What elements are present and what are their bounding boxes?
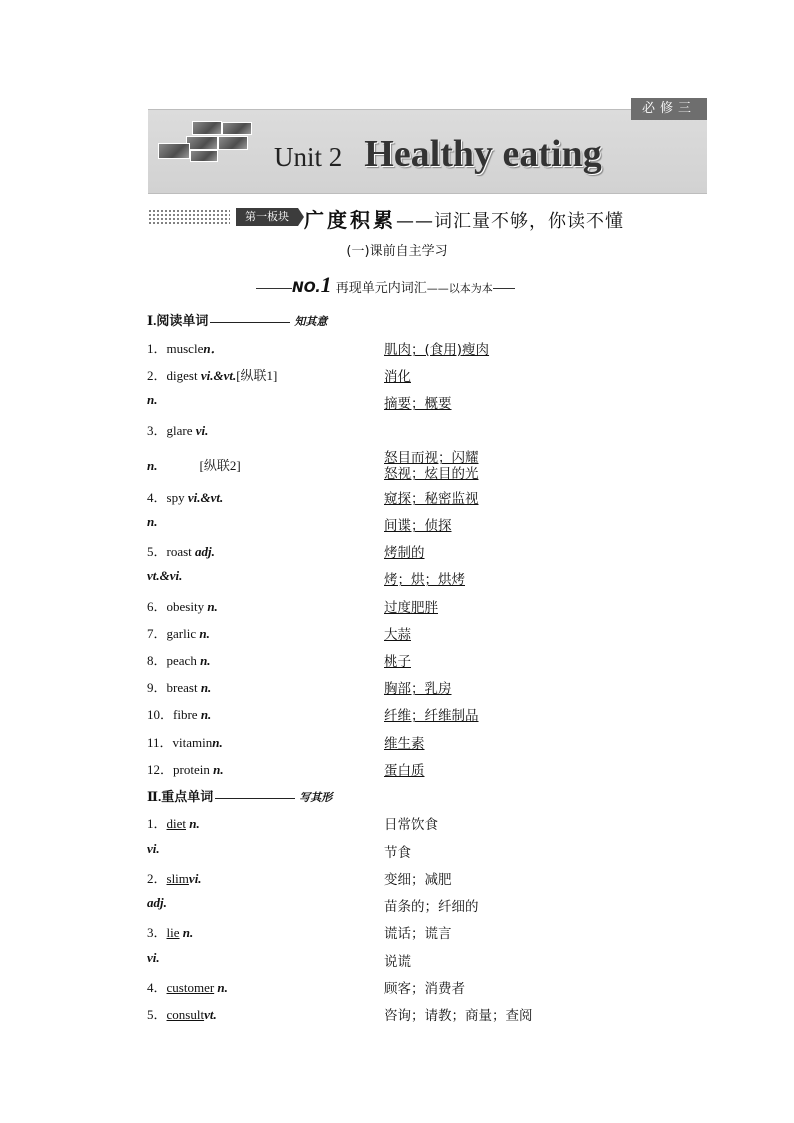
item-word: breast: [166, 680, 198, 695]
list-item: [147, 568, 567, 588]
heading-rule: [215, 798, 295, 799]
item-number: 6．: [147, 599, 167, 614]
item-pos: n.: [147, 392, 158, 407]
list-item: [147, 922, 567, 942]
section-subtitle: ——词汇量不够，你读不懂: [396, 211, 624, 232]
section-title: [304, 204, 624, 233]
item-number: 3．: [147, 423, 167, 438]
item-pos: n.: [147, 458, 158, 473]
item-word: digest: [166, 368, 198, 383]
part2-heading: [147, 786, 567, 806]
item-meaning: 说谎: [384, 954, 411, 970]
item-pos: vi.&vt.: [187, 490, 224, 505]
item-meaning: 胸部；乳房: [384, 681, 452, 697]
item-meaning: 日常饮食: [384, 817, 438, 833]
item-number: 5．: [147, 544, 167, 559]
item-pos: n．: [203, 341, 224, 356]
item-pos: n.: [200, 653, 211, 668]
item-pos: vi.&vt.: [200, 368, 237, 383]
item-pos: n.: [147, 514, 158, 529]
list-item: [147, 420, 567, 440]
list-item: [147, 596, 567, 616]
item-meaning: 纤维；纤维制品: [384, 708, 479, 724]
banner-photo: [218, 136, 248, 150]
list-item: [147, 487, 567, 507]
item-meaning: 间谍；侦探: [384, 518, 452, 534]
list-item: [147, 623, 567, 643]
item-word: slim: [166, 871, 189, 886]
item-meaning: 顾客；消费者: [384, 981, 465, 997]
item-pos: n.: [200, 680, 212, 695]
item-word: muscle: [166, 341, 204, 356]
list-item: [147, 950, 567, 970]
item-number: 1．: [147, 816, 167, 831]
no-label: NO.: [292, 280, 321, 296]
item-pos: n.: [207, 599, 218, 614]
item-meaning-2: 怒视；炫目的光: [384, 466, 479, 482]
item-number: 12．: [147, 762, 174, 777]
item-number: 8．: [147, 653, 167, 668]
item-meaning: 蛋白质: [384, 763, 425, 779]
list-item: [147, 650, 567, 670]
part1-heading: [147, 310, 567, 330]
item-word: obesity: [166, 599, 205, 614]
list-item: [147, 541, 567, 561]
list-item: [147, 365, 567, 385]
item-word: fibre: [173, 707, 198, 722]
item-pos: n.: [199, 626, 210, 641]
item-word: vitamin: [172, 735, 213, 750]
item-meaning: 窥探；秘密监视: [384, 491, 479, 507]
part2-heading-label: Ⅱ.重点单词: [147, 789, 214, 804]
item-pos: n.: [213, 762, 224, 777]
item-word: spy: [166, 490, 185, 505]
item-pos: vi.: [147, 950, 160, 965]
item-meaning: 消化: [384, 369, 411, 385]
item-meaning: 谎话；谎言: [384, 926, 452, 942]
item-number: 11．: [147, 735, 173, 750]
item-word: garlic: [166, 626, 197, 641]
banner-photo: [158, 143, 190, 159]
item-pos: vi.: [147, 841, 160, 856]
item-pos: n.: [217, 980, 228, 995]
list-item: [147, 895, 567, 915]
item-meaning: 变细；减肥: [384, 872, 452, 888]
item-word: glare: [166, 423, 193, 438]
item-meaning: 怒目而视；闪耀: [384, 450, 479, 466]
item-number: 7．: [147, 626, 167, 641]
item-number: 10．: [147, 707, 174, 722]
item-link: [纵联1]: [236, 368, 278, 383]
item-number: 9．: [147, 680, 167, 695]
item-word: consult: [166, 1007, 205, 1022]
dash-left: [256, 288, 292, 289]
banner-photo: [222, 122, 252, 135]
banner-photo: [190, 150, 218, 162]
list-item: [147, 813, 567, 833]
item-number: 5．: [147, 1007, 167, 1022]
item-pos: n.: [200, 707, 212, 722]
item-word: diet: [166, 816, 187, 831]
item-pos: adj.: [195, 544, 215, 559]
list-item: [147, 338, 567, 358]
list-item: [147, 868, 567, 888]
item-pos: adj.: [147, 895, 167, 910]
item-number: 1．: [147, 341, 167, 356]
no-number: 1: [320, 272, 332, 297]
banner-photo: [186, 136, 218, 150]
list-item: [147, 677, 567, 697]
item-word: customer: [166, 980, 215, 995]
item-number: 2．: [147, 368, 167, 383]
item-meaning: 维生素: [384, 736, 425, 752]
item-number: 2．: [147, 871, 167, 886]
dash-right: [493, 288, 515, 289]
list-item: [147, 392, 567, 412]
section-title-main: 广度积累: [304, 208, 396, 232]
section-header: [148, 204, 668, 230]
item-meaning: 桃子: [384, 654, 411, 670]
item-meaning: 苗条的；纤细的: [384, 899, 479, 915]
item-meaning: 咨询；请教；商量；查阅: [384, 1008, 533, 1024]
item-number: 4．: [147, 490, 167, 505]
list-item: [147, 977, 567, 997]
hatch-decoration: [148, 209, 230, 225]
item-pos: n.: [189, 816, 200, 831]
no-title: 再现单元内词汇: [335, 281, 427, 296]
item-word: lie: [166, 925, 180, 940]
item-meaning: 摘要；概要: [384, 396, 452, 412]
book-volume-tag: 必修三: [631, 98, 707, 120]
list-item: [147, 514, 567, 534]
item-meaning: 节食: [384, 845, 411, 861]
list-item: [147, 841, 567, 861]
unit-title: [274, 132, 602, 182]
item-meaning: 肌肉；(食用)瘦肉: [384, 342, 490, 358]
part2-task: 写其形: [299, 791, 333, 804]
list-item: [147, 1004, 567, 1024]
list-item: [147, 704, 567, 724]
item-pos: vt.&vi.: [147, 568, 183, 583]
item-pos: vi.: [195, 423, 209, 438]
no-line: [256, 272, 568, 296]
block-tag: 第一板块: [236, 208, 298, 226]
item-word: protein: [173, 762, 210, 777]
part1-task: 知其意: [294, 315, 328, 328]
subsection-title: (一)课前自主学习: [346, 244, 448, 259]
banner-photo: [192, 121, 222, 135]
item-word: roast: [166, 544, 192, 559]
item-meaning: 烤制的: [384, 545, 425, 561]
part1-heading-label: Ⅰ.阅读单词: [147, 313, 209, 328]
heading-rule: [210, 322, 290, 323]
item-word: peach: [166, 653, 197, 668]
item-meaning: 烤；烘；烘烤: [384, 572, 465, 588]
item-pos: n.: [212, 735, 223, 750]
item-pos: n.: [182, 925, 194, 940]
item-link: [纵联2]: [199, 458, 241, 473]
banner-photos: [158, 121, 254, 161]
list-item: [147, 732, 567, 752]
no-tag: ——以本为本: [426, 282, 493, 295]
item-number: 3．: [147, 925, 167, 940]
list-item: [147, 759, 567, 779]
item-pos: vi.: [188, 871, 202, 886]
item-meaning: 大蒜: [384, 627, 411, 643]
item-pos: vt.: [204, 1007, 217, 1022]
item-meaning: 过度肥胖: [384, 600, 438, 616]
list-item: [147, 446, 567, 480]
unit-label: Unit 2: [274, 142, 343, 172]
unit-name: Healthy eating: [364, 133, 602, 175]
item-number: 4．: [147, 980, 167, 995]
